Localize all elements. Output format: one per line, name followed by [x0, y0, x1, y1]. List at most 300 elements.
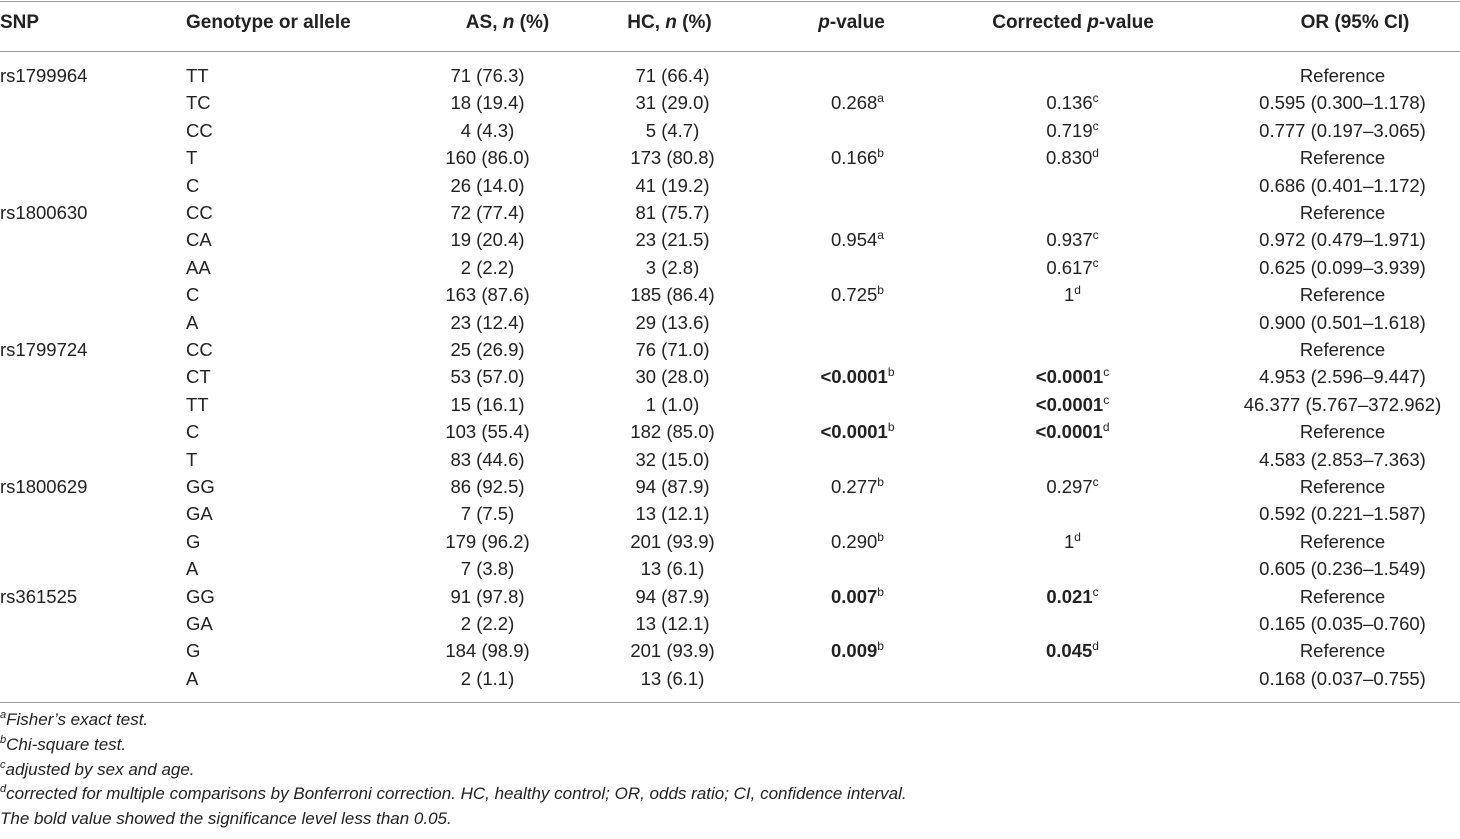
cell-as-value: 160 (86.0) — [445, 147, 530, 169]
cell-hc-value: 81 (75.7) — [635, 202, 710, 223]
cell-genotype — [186, 665, 198, 692]
cell-as — [400, 391, 575, 418]
cell-or-value: Reference — [1299, 421, 1386, 443]
cell-hc — [585, 500, 760, 527]
cell-corrected-p-value — [985, 89, 1160, 116]
cell-p-value-value: 0.268 — [831, 92, 878, 114]
cell-corrected-p-value-value: 1 — [1064, 284, 1075, 306]
cell-genotype — [186, 172, 199, 199]
cell-or-value: 0.972 (0.479–1.971) — [1259, 229, 1426, 251]
table-row — [0, 555, 1460, 582]
cell-or — [1240, 473, 1445, 500]
cell-p-value-footnote-mark: a — [877, 91, 884, 106]
cell-genotype — [186, 446, 197, 473]
table-row — [0, 226, 1460, 253]
footnote — [0, 760, 195, 780]
cell-as-value: 72 (77.4) — [450, 202, 525, 223]
cell-genotype-value: GG — [186, 585, 215, 607]
header-hc-prefix: HC, — [627, 12, 666, 33]
cell-corrected-p-value-footnote-mark: c — [1092, 228, 1099, 243]
cell-or — [1240, 391, 1445, 418]
cell-or-value: 0.592 (0.221–1.587) — [1259, 503, 1426, 525]
table-row — [0, 172, 1460, 199]
cell-hc-value: 201 (93.9) — [630, 530, 715, 552]
cell-hc — [585, 528, 760, 555]
table-top-rule — [0, 1, 1460, 2]
cell-genotype-value: CT — [186, 366, 211, 388]
footnote-text: Fisher’s exact test. — [6, 710, 149, 729]
cell-corrected-p-value — [985, 226, 1160, 253]
cell-corrected-p-value-value: 0.136 — [1046, 92, 1093, 114]
cell-corrected-p-value-value: <0.0001 — [1035, 393, 1104, 415]
cell-as — [400, 473, 575, 500]
cell-genotype-value: CC — [186, 119, 213, 141]
cell-as-value: 2 (2.2) — [460, 613, 515, 634]
header-hc-n: n — [665, 12, 677, 33]
cell-as-value: 163 (87.6) — [445, 284, 530, 306]
footnote — [0, 710, 148, 730]
cell-corrected-p-value-value: <0.0001 — [1035, 421, 1103, 443]
cell-p-value — [770, 363, 945, 390]
header-as-suffix: (%) — [514, 12, 550, 33]
cell-genotype-value: CC — [186, 339, 213, 360]
cell-as-value: 18 (19.4) — [450, 92, 525, 114]
header-hc — [582, 12, 757, 34]
cell-or-value: Reference — [1299, 65, 1386, 86]
cell-or — [1240, 418, 1445, 445]
table-row — [0, 62, 1460, 89]
cell-as — [400, 528, 575, 555]
cell-p-value-footnote-mark: b — [877, 529, 884, 544]
cell-corrected-p-value-footnote-mark: d — [1102, 420, 1110, 435]
cell-corrected-p-value-value: 0.045 — [1046, 640, 1093, 662]
table-row — [0, 89, 1460, 116]
cell-p-value-footnote-mark: b — [877, 639, 884, 654]
cell-as — [400, 62, 575, 89]
cell-hc — [585, 637, 760, 664]
cell-or-value: 0.595 (0.300–1.178) — [1259, 92, 1426, 114]
cell-genotype-value: TC — [186, 92, 211, 114]
footnote — [0, 784, 907, 804]
cell-hc — [585, 281, 760, 308]
cell-corrected-p-value-footnote-mark: d — [1074, 283, 1081, 298]
cell-as — [400, 665, 575, 692]
cell-or — [1240, 199, 1445, 226]
header-cp-suffix: -value — [1098, 12, 1154, 33]
cell-or — [1240, 336, 1445, 363]
cell-as-value: 184 (98.9) — [445, 640, 530, 662]
table-row — [0, 309, 1460, 336]
cell-as-value: 71 (76.3) — [450, 65, 525, 86]
cell-corrected-p-value-value: 0.021 — [1046, 585, 1093, 607]
cell-or — [1240, 363, 1445, 390]
cell-as — [400, 583, 575, 610]
cell-or — [1240, 528, 1445, 555]
cell-hc — [585, 363, 760, 390]
table-bottom-rule — [0, 702, 1460, 703]
cell-hc-value: 13 (6.1) — [640, 558, 705, 580]
cell-as — [400, 418, 575, 445]
header-p-italic: p — [818, 12, 830, 33]
cell-or — [1240, 89, 1445, 116]
cell-genotype-value: A — [186, 558, 199, 580]
footnote — [0, 809, 452, 829]
cell-as — [400, 555, 575, 582]
cell-snp-value: rs1799724 — [0, 339, 88, 360]
cell-genotype — [186, 336, 213, 363]
cell-corrected-p-value — [985, 583, 1160, 610]
cell-hc-value: 1 (1.0) — [645, 393, 700, 415]
cell-genotype — [186, 254, 211, 281]
cell-snp — [0, 583, 77, 610]
cell-hc — [585, 446, 760, 473]
cell-corrected-p-value-value: 1 — [1064, 530, 1075, 552]
cell-genotype-value: G — [186, 640, 201, 662]
cell-p-value — [770, 226, 945, 253]
cell-or — [1240, 610, 1445, 637]
cell-as-value: 53 (57.0) — [450, 366, 525, 388]
cell-hc — [585, 418, 760, 445]
cell-genotype-value: A — [186, 311, 199, 333]
cell-genotype-value: AA — [186, 256, 211, 278]
cell-hc-value: 30 (28.0) — [635, 366, 710, 388]
cell-corrected-p-value-footnote-mark: c — [1092, 255, 1099, 270]
cell-genotype-value: GG — [186, 476, 215, 497]
cell-genotype-value: C — [186, 421, 200, 443]
cell-genotype-value: C — [186, 174, 200, 196]
cell-hc-value: 76 (71.0) — [635, 339, 710, 360]
cell-genotype-value: CC — [186, 202, 213, 223]
cell-as-value: 2 (2.2) — [460, 256, 515, 278]
cell-p-value-value: 0.007 — [831, 585, 878, 607]
cell-as — [400, 500, 575, 527]
cell-p-value — [770, 583, 945, 610]
cell-hc-value: 182 (85.0) — [630, 421, 715, 443]
table-row — [0, 500, 1460, 527]
cell-genotype-value: CA — [186, 229, 212, 251]
cell-or — [1240, 117, 1445, 144]
cell-p-value-footnote-mark: b — [877, 283, 884, 298]
cell-or-value: Reference — [1299, 476, 1386, 497]
cell-p-value — [770, 281, 945, 308]
cell-or — [1240, 281, 1445, 308]
table-row — [0, 473, 1460, 500]
table-row — [0, 336, 1460, 363]
cell-as — [400, 226, 575, 253]
cell-or-value: 4.583 (2.853–7.363) — [1259, 448, 1426, 470]
cell-genotype — [186, 583, 215, 610]
cell-hc-value: 29 (13.6) — [635, 311, 710, 333]
cell-or — [1240, 555, 1445, 582]
table-row — [0, 610, 1460, 637]
cell-genotype — [186, 144, 197, 171]
cell-or — [1240, 665, 1445, 692]
cell-p-value — [770, 418, 945, 445]
table-row — [0, 665, 1460, 692]
cell-genotype-value: TT — [186, 393, 209, 415]
cell-as — [400, 309, 575, 336]
cell-as-value: 7 (7.5) — [460, 503, 515, 525]
cell-p-value-value: 0.277 — [831, 476, 878, 497]
cell-corrected-p-value — [985, 254, 1160, 281]
table-row — [0, 117, 1460, 144]
cell-genotype — [186, 226, 212, 253]
cell-as — [400, 254, 575, 281]
cell-as-value: 25 (26.9) — [450, 339, 525, 360]
cell-p-value — [770, 144, 945, 171]
cell-snp — [0, 199, 87, 226]
cell-corrected-p-value — [985, 144, 1160, 171]
footnote-mark: c — [0, 758, 6, 771]
cell-snp — [0, 62, 87, 89]
cell-p-value-value: 0.290 — [831, 530, 878, 552]
cell-genotype-value: GA — [186, 503, 213, 525]
footnote-mark: d — [0, 783, 7, 796]
footnote-mark: a — [0, 709, 7, 721]
cell-as-value: 2 (1.1) — [460, 667, 515, 689]
cell-as — [400, 89, 575, 116]
cell-or-value: Reference — [1299, 530, 1386, 552]
header-snp: SNP — [0, 12, 40, 33]
cell-corrected-p-value — [985, 363, 1160, 390]
cell-hc — [585, 117, 760, 144]
cell-p-value-value: 0.725 — [831, 284, 878, 306]
cell-as — [400, 637, 575, 664]
header-cp-prefix: Corrected — [992, 12, 1088, 33]
cell-or-value: Reference — [1299, 202, 1386, 223]
cell-or — [1240, 62, 1445, 89]
cell-corrected-p-value-value: 0.937 — [1046, 229, 1093, 251]
cell-p-value-footnote-mark: b — [877, 475, 884, 489]
cell-or-value: 0.168 (0.037–0.755) — [1259, 667, 1426, 689]
cell-genotype-value: GA — [186, 613, 213, 634]
cell-as — [400, 172, 575, 199]
header-hc-suffix: (%) — [676, 12, 712, 33]
cell-genotype-value: G — [186, 530, 201, 552]
cell-snp-value: rs1800629 — [0, 476, 88, 497]
table-row — [0, 363, 1460, 390]
header-p-value — [764, 12, 939, 34]
cell-or — [1240, 254, 1445, 281]
cell-p-value-value: <0.0001 — [820, 421, 888, 443]
cell-hc-value: 41 (19.2) — [635, 174, 710, 196]
cell-or — [1240, 500, 1445, 527]
footnote-text: corrected for multiple comparisons by Bonferroni correction. HC, healthy control; OR, odds ratio; CI, confidence interval. — [6, 784, 907, 804]
cell-hc — [585, 583, 760, 610]
cell-hc-value: 5 (4.7) — [645, 119, 700, 141]
cell-hc-value: 94 (87.9) — [635, 585, 710, 607]
table-row — [0, 446, 1460, 473]
cell-hc — [585, 309, 760, 336]
cell-p-value-footnote-mark: b — [887, 365, 895, 380]
cell-hc — [585, 555, 760, 582]
table-row — [0, 528, 1460, 555]
cell-hc — [585, 254, 760, 281]
cell-or-value: 0.165 (0.035–0.760) — [1259, 613, 1426, 634]
cell-p-value — [770, 637, 945, 664]
cell-corrected-p-value-value: 0.719 — [1046, 119, 1093, 141]
footnote-text: Chi-square test. — [6, 734, 127, 754]
cell-corrected-p-value — [985, 281, 1160, 308]
cell-as-value: 83 (44.6) — [450, 448, 525, 470]
cell-p-value-value: 0.166 — [831, 147, 878, 169]
cell-as-value: 4 (4.3) — [460, 119, 515, 141]
cell-snp — [0, 473, 87, 500]
cell-or — [1240, 226, 1445, 253]
cell-p-value-footnote-mark: b — [877, 584, 884, 599]
cell-or-value: Reference — [1299, 339, 1386, 360]
cell-hc-value: 173 (80.8) — [630, 147, 715, 169]
cell-genotype-value: C — [186, 284, 200, 306]
cell-as-value: 19 (20.4) — [450, 229, 525, 251]
cell-corrected-p-value-footnote-mark: c — [1092, 118, 1099, 133]
cell-or-value: 46.377 (5.767–372.962) — [1243, 393, 1442, 415]
header-genotype: Genotype or allele — [186, 12, 351, 33]
table-row — [0, 144, 1460, 171]
cell-corrected-p-value-value: 0.617 — [1046, 256, 1093, 278]
cell-hc-value: 32 (15.0) — [635, 448, 710, 470]
cell-or — [1240, 637, 1445, 664]
cell-genotype-value: A — [186, 667, 199, 689]
cell-hc — [585, 391, 760, 418]
table-row — [0, 583, 1460, 610]
cell-as — [400, 281, 575, 308]
cell-genotype — [186, 309, 198, 336]
footnote — [0, 735, 126, 755]
cell-corrected-p-value — [985, 637, 1160, 664]
table-row — [0, 199, 1460, 226]
cell-as-value: 91 (97.8) — [450, 585, 525, 607]
cell-or — [1240, 309, 1445, 336]
cell-p-value-value: 0.954 — [831, 229, 878, 251]
header-cp-italic: p — [1087, 12, 1099, 33]
cell-as-value: 23 (12.4) — [450, 311, 525, 333]
cell-corrected-p-value-footnote-mark: c — [1103, 365, 1110, 380]
cell-corrected-p-value — [985, 418, 1160, 445]
cell-hc-value: 71 (66.4) — [635, 65, 710, 86]
header-as — [420, 12, 595, 34]
cell-genotype — [186, 418, 199, 445]
cell-as — [400, 144, 575, 171]
cell-p-value-footnote-mark: a — [877, 228, 884, 243]
cell-genotype — [186, 473, 215, 500]
table-header-rule — [0, 51, 1460, 52]
cell-snp-value: rs1799964 — [0, 65, 88, 86]
cell-genotype — [186, 199, 213, 226]
cell-genotype — [186, 610, 213, 637]
table-row — [0, 281, 1460, 308]
cell-as — [400, 336, 575, 363]
cell-as-value: 26 (14.0) — [450, 174, 525, 196]
cell-or-value: Reference — [1299, 147, 1386, 169]
cell-as-value: 7 (3.8) — [460, 558, 515, 580]
cell-or-value: 0.625 (0.099–3.939) — [1259, 256, 1426, 278]
cell-as-value: 179 (96.2) — [445, 530, 530, 552]
cell-p-value-footnote-mark: b — [877, 146, 884, 161]
header-corrected-p-value — [958, 12, 1188, 34]
cell-genotype — [186, 528, 200, 555]
cell-or-value: 4.953 (2.596–9.447) — [1259, 366, 1426, 388]
cell-or-value: 0.605 (0.236–1.549) — [1259, 558, 1426, 580]
table-header-row — [0, 12, 1460, 42]
cell-as — [400, 363, 575, 390]
cell-corrected-p-value — [985, 391, 1160, 418]
cell-genotype — [186, 363, 211, 390]
cell-hc-value: 185 (86.4) — [630, 284, 715, 306]
cell-hc-value: 31 (29.0) — [635, 92, 710, 114]
cell-hc — [585, 336, 760, 363]
cell-corrected-p-value-footnote-mark: c — [1092, 475, 1099, 489]
header-as-n: n — [502, 12, 515, 33]
cell-genotype — [186, 117, 213, 144]
cell-or-value: Reference — [1299, 284, 1386, 306]
cell-as-value: 86 (92.5) — [450, 476, 525, 497]
cell-corrected-p-value-value: 0.830 — [1046, 147, 1093, 169]
header-as-prefix: AS, — [465, 12, 503, 33]
cell-corrected-p-value — [985, 117, 1160, 144]
footnote-text: The bold value showed the significance level less than 0.05. — [0, 809, 452, 829]
cell-genotype — [186, 391, 209, 418]
cell-p-value-value: <0.0001 — [820, 366, 888, 388]
cell-or-value: 0.900 (0.501–1.618) — [1259, 311, 1426, 333]
cell-genotype — [186, 637, 200, 664]
cell-p-value-footnote-mark: b — [887, 420, 895, 435]
table-row — [0, 391, 1460, 418]
cell-corrected-p-value-footnote-mark: c — [1092, 584, 1099, 599]
cell-or-value: 0.777 (0.197–3.065) — [1259, 119, 1426, 141]
cell-or-value: Reference — [1299, 585, 1386, 607]
cell-genotype — [186, 281, 199, 308]
cell-hc — [585, 473, 760, 500]
cell-genotype-value: T — [186, 147, 198, 169]
cell-snp — [0, 336, 87, 363]
cell-or — [1240, 172, 1445, 199]
cell-corrected-p-value-footnote-mark: c — [1103, 392, 1110, 407]
cell-hc — [585, 226, 760, 253]
footnote-text: adjusted by sex and age. — [5, 759, 195, 779]
footnote-mark: b — [0, 733, 7, 746]
cell-p-value — [770, 473, 945, 500]
cell-or — [1240, 446, 1445, 473]
header-p-suffix: -value — [829, 12, 885, 33]
cell-as-value: 103 (55.4) — [445, 421, 530, 443]
cell-as — [400, 446, 575, 473]
cell-corrected-p-value-footnote-mark: c — [1092, 91, 1099, 106]
cell-hc-value: 13 (12.1) — [635, 613, 710, 634]
cell-corrected-p-value-footnote-mark: d — [1074, 529, 1081, 544]
cell-hc — [585, 144, 760, 171]
header-or: OR (95% CI) — [1300, 12, 1410, 33]
cell-or-value: 0.686 (0.401–1.172) — [1259, 174, 1426, 196]
cell-hc — [585, 665, 760, 692]
cell-p-value-value: 0.009 — [831, 640, 878, 662]
cell-genotype — [186, 500, 213, 527]
cell-corrected-p-value — [985, 473, 1160, 500]
cell-genotype — [186, 555, 198, 582]
cell-hc — [585, 89, 760, 116]
cell-p-value — [770, 89, 945, 116]
cell-corrected-p-value-value: <0.0001 — [1035, 366, 1104, 388]
cell-genotype — [186, 62, 209, 89]
table-row — [0, 418, 1460, 445]
cell-hc — [585, 172, 760, 199]
cell-snp-value: rs361525 — [0, 585, 78, 607]
cell-genotype-value: TT — [186, 65, 209, 86]
cell-hc-value: 201 (93.9) — [630, 640, 715, 662]
cell-or — [1240, 144, 1445, 171]
cell-corrected-p-value-value: 0.297 — [1046, 476, 1093, 497]
cell-as — [400, 610, 575, 637]
